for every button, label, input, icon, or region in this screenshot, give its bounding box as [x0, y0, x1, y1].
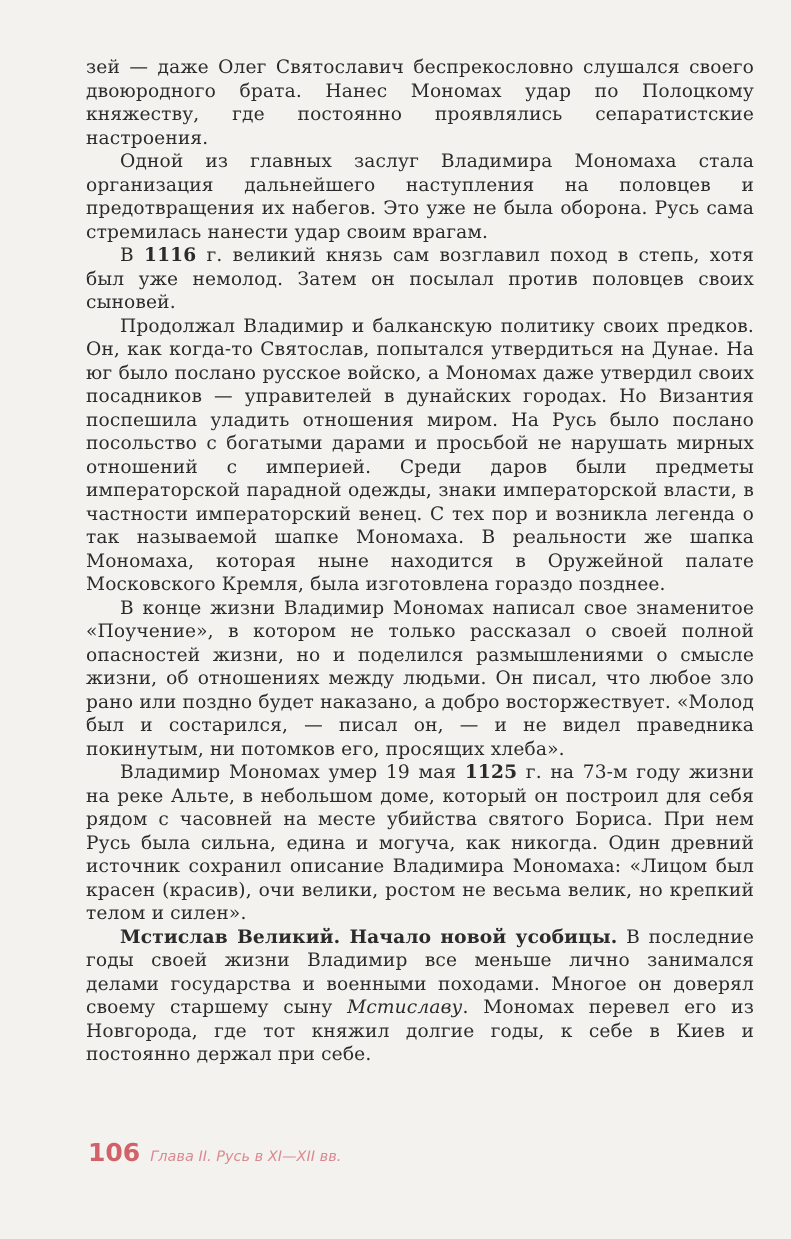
paragraph: Одной из главных заслуг Владимира Мономаха стала организация дальнейшего наступления на половцев и предотвращения их набегов. Это уже не была оборона. Русь сама стремилась нанести удар своим врагам. [86, 151, 754, 243]
paragraph-text: г. великий князь сам возглавил поход в степь, хотя был уже немолод. Затем он посылал против половцев своих сыновей. [86, 245, 754, 313]
paragraph: В конце жизни Владимир Мономах написал свое знаменитое «Поучение», в котором не только рассказал о своей полной опасностей жизни, но и поделился размышлениями о смысле жизни, об отношениях между людьми. Он писал, что любое зло рано или поздно будет наказано, а добро восторжествует. «Молод был и состарился, — писал он, — и не видел праведника покинутым, ни потомков его, просящих хлеба». [86, 597, 754, 760]
page-number: 106 [88, 1138, 141, 1167]
paragraph-text: г. на 73-м году жизни на реке Альте, в небольшом доме, который он построил для себя рядом с часовней на месте убийства святого Бориса. При нем Русь была сильна, едина и могуча, как никогда. Один древний источник сохранил описание Владимира Мономаха: «Лицом был красен (красив), очи велики, ростом не весьма велик, но крепкий телом и силен». [86, 762, 755, 924]
paragraph [86, 926, 754, 1067]
running-head: Глава II. Русь в XI—XII вв. [150, 1149, 342, 1165]
paragraph-text: . Мономах перевел его из Новгорода, где тот княжил долгие годы, к себе в Киев и постоянно держал при себе. [86, 997, 754, 1065]
paragraph: Продолжал Владимир и балканскую политику своих предков. Он, как когда-то Святослав, попытался утвердиться на Дунае. На юг было послано русское войско, а Мономах даже утвердил своих посадников — управителей в дунайских городах. Но Византия поспешила уладить отношения миром. На Русь было послано посольство с богатыми дарами и просьбой не нарушать мирных отношений с империей. Среди даров были предметы императорской парадной одежды, знаки императорской власти, в частности императорский венец. С тех пор и возникла легенда о так называемой шапке Мономаха. В реальности же шапка Мономаха, которая ныне находится в Оружейной палате Московского Кремля, была изготовлена гораздо позднее. [86, 315, 754, 595]
paragraph: зей — даже Олег Святославич беспрекословно слушался своего двоюродного брата. Нанес Мономах удар по Полоцкому княжеству, где постоянно проявлялись сепаратистские настроения. [86, 57, 754, 149]
paragraph [86, 244, 754, 315]
paragraph-text: В последние годы своей жизни Владимир все меньше лично занимался делами государства и военными походами. Многое он доверял своему старшему сыну [86, 926, 754, 1018]
section-heading: Мстислав Великий. Начало новой усобицы. [120, 926, 618, 948]
paragraph-text: Владимир Мономах умер 19 мая [120, 762, 465, 783]
name-mstislav: Мстиславу [347, 997, 463, 1018]
paragraph [86, 761, 754, 926]
year-1116: 1116 [143, 245, 197, 266]
page-body [86, 56, 754, 1067]
paragraph-text: В [120, 245, 144, 266]
year-1125: 1125 [464, 762, 518, 783]
page-footer [88, 1138, 341, 1167]
